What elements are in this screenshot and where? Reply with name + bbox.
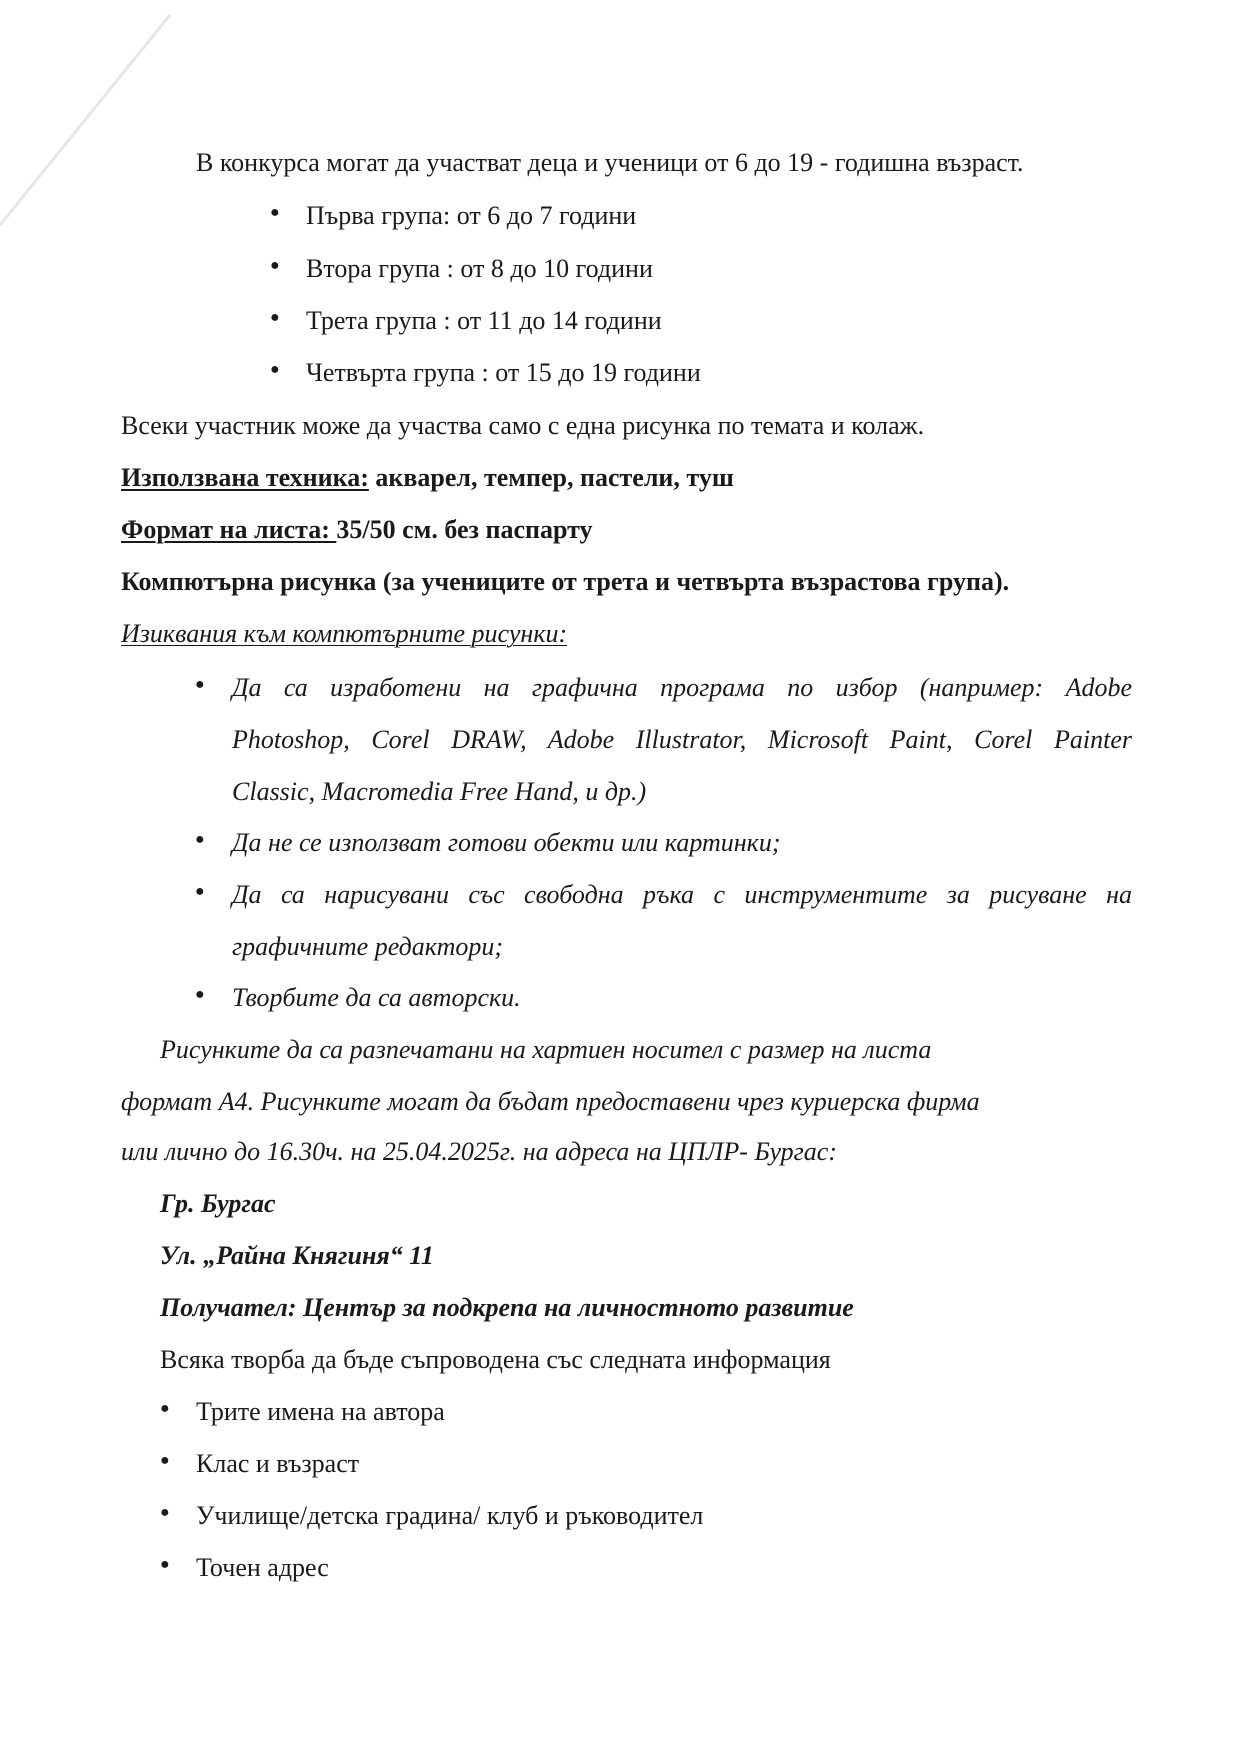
print-paragraph-line: формат А4. Рисунките могат да бъдат предоставени чрез куриерска фирма: [121, 1087, 980, 1116]
requirement-line: Да са нарисувани със свободна ръка с инструментите за рисуване на: [232, 880, 1132, 909]
print-paragraph-line: Рисунките да са разпечатани на хартиен носител с размер на листа: [160, 1035, 932, 1064]
requirements-heading: Изиквания към компютърните рисунки:: [121, 619, 568, 648]
group-item: Трета група : от 11 до 14 години: [306, 306, 662, 335]
intro-text: В конкурса могат да участват деца и ученици от 6 до 19 - годишна възраст.: [196, 148, 1024, 177]
computer-drawing-text: Компютърна рисунка (за учениците от трета и четвърта възрастова група).: [121, 567, 1010, 596]
address-recipient: Получател: Център за подкрепа на личностното развитие: [160, 1293, 854, 1322]
format-line: [121, 517, 593, 543]
bullet-icon: ●: [160, 1504, 170, 1521]
requirement-line: Да не се използват готови обекти или картинки;: [232, 828, 781, 857]
bullet-icon: ●: [195, 676, 205, 693]
group-item: Четвърта група : от 15 до 19 години: [306, 358, 701, 387]
page-fold-shadow: [0, 0, 180, 230]
requirement-line: графичните редактори;: [232, 932, 504, 961]
requirement-line: Да са изработени на графична програма по избор (например: Adobe: [232, 673, 1132, 702]
bullet-icon: ●: [160, 1400, 170, 1417]
technique-line: [121, 465, 734, 491]
bullet-icon: ●: [270, 361, 280, 378]
bullet-icon: ●: [160, 1452, 170, 1469]
bullet-icon: ●: [270, 309, 280, 326]
info-item: Точен адрес: [196, 1553, 329, 1582]
address-city: Гр. Бургас: [160, 1189, 276, 1218]
group-item: Първа група: от 6 до 7 години: [306, 201, 637, 230]
bullet-icon: ●: [195, 986, 205, 1003]
participation-text: Всеки участник може да участва само с една рисунка по темата и колаж.: [121, 411, 925, 440]
bullet-icon: ●: [270, 257, 280, 274]
bullet-icon: ●: [160, 1556, 170, 1573]
technique-label: Използвана техника:: [121, 463, 369, 492]
bullet-icon: ●: [195, 883, 205, 900]
technique-value: акварел, темпер, пастели, туш: [368, 463, 734, 492]
requirement-line: Творбите да са авторски.: [232, 983, 521, 1012]
format-value: 35/50 см. без паспарту: [336, 515, 593, 544]
info-intro: Всяка творба да бъде съпроводена със следната информация: [160, 1345, 831, 1374]
requirement-line: Photoshop, Corel DRAW, Adobe Illustrator, Microsoft Paint, Corel Painter: [232, 725, 1132, 754]
format-label: Формат на листа:: [121, 515, 337, 544]
bullet-icon: ●: [270, 204, 280, 221]
group-item: Втора група : от 8 до 10 години: [306, 254, 653, 283]
info-item: Училище/детска градина/ клуб и ръководител: [196, 1501, 704, 1530]
print-paragraph-line: или лично до 16.30ч. на 25.04.2025г. на адреса на ЦПЛР- Бургас:: [121, 1137, 838, 1166]
info-item: Трите имена на автора: [196, 1397, 445, 1426]
address-street: Ул. „Райна Княгиня“ 11: [160, 1241, 434, 1270]
requirement-line: Classic, Macromedia Free Hand, и др.): [232, 777, 647, 806]
info-item: Клас и възраст: [196, 1449, 360, 1478]
bullet-icon: ●: [195, 831, 205, 848]
